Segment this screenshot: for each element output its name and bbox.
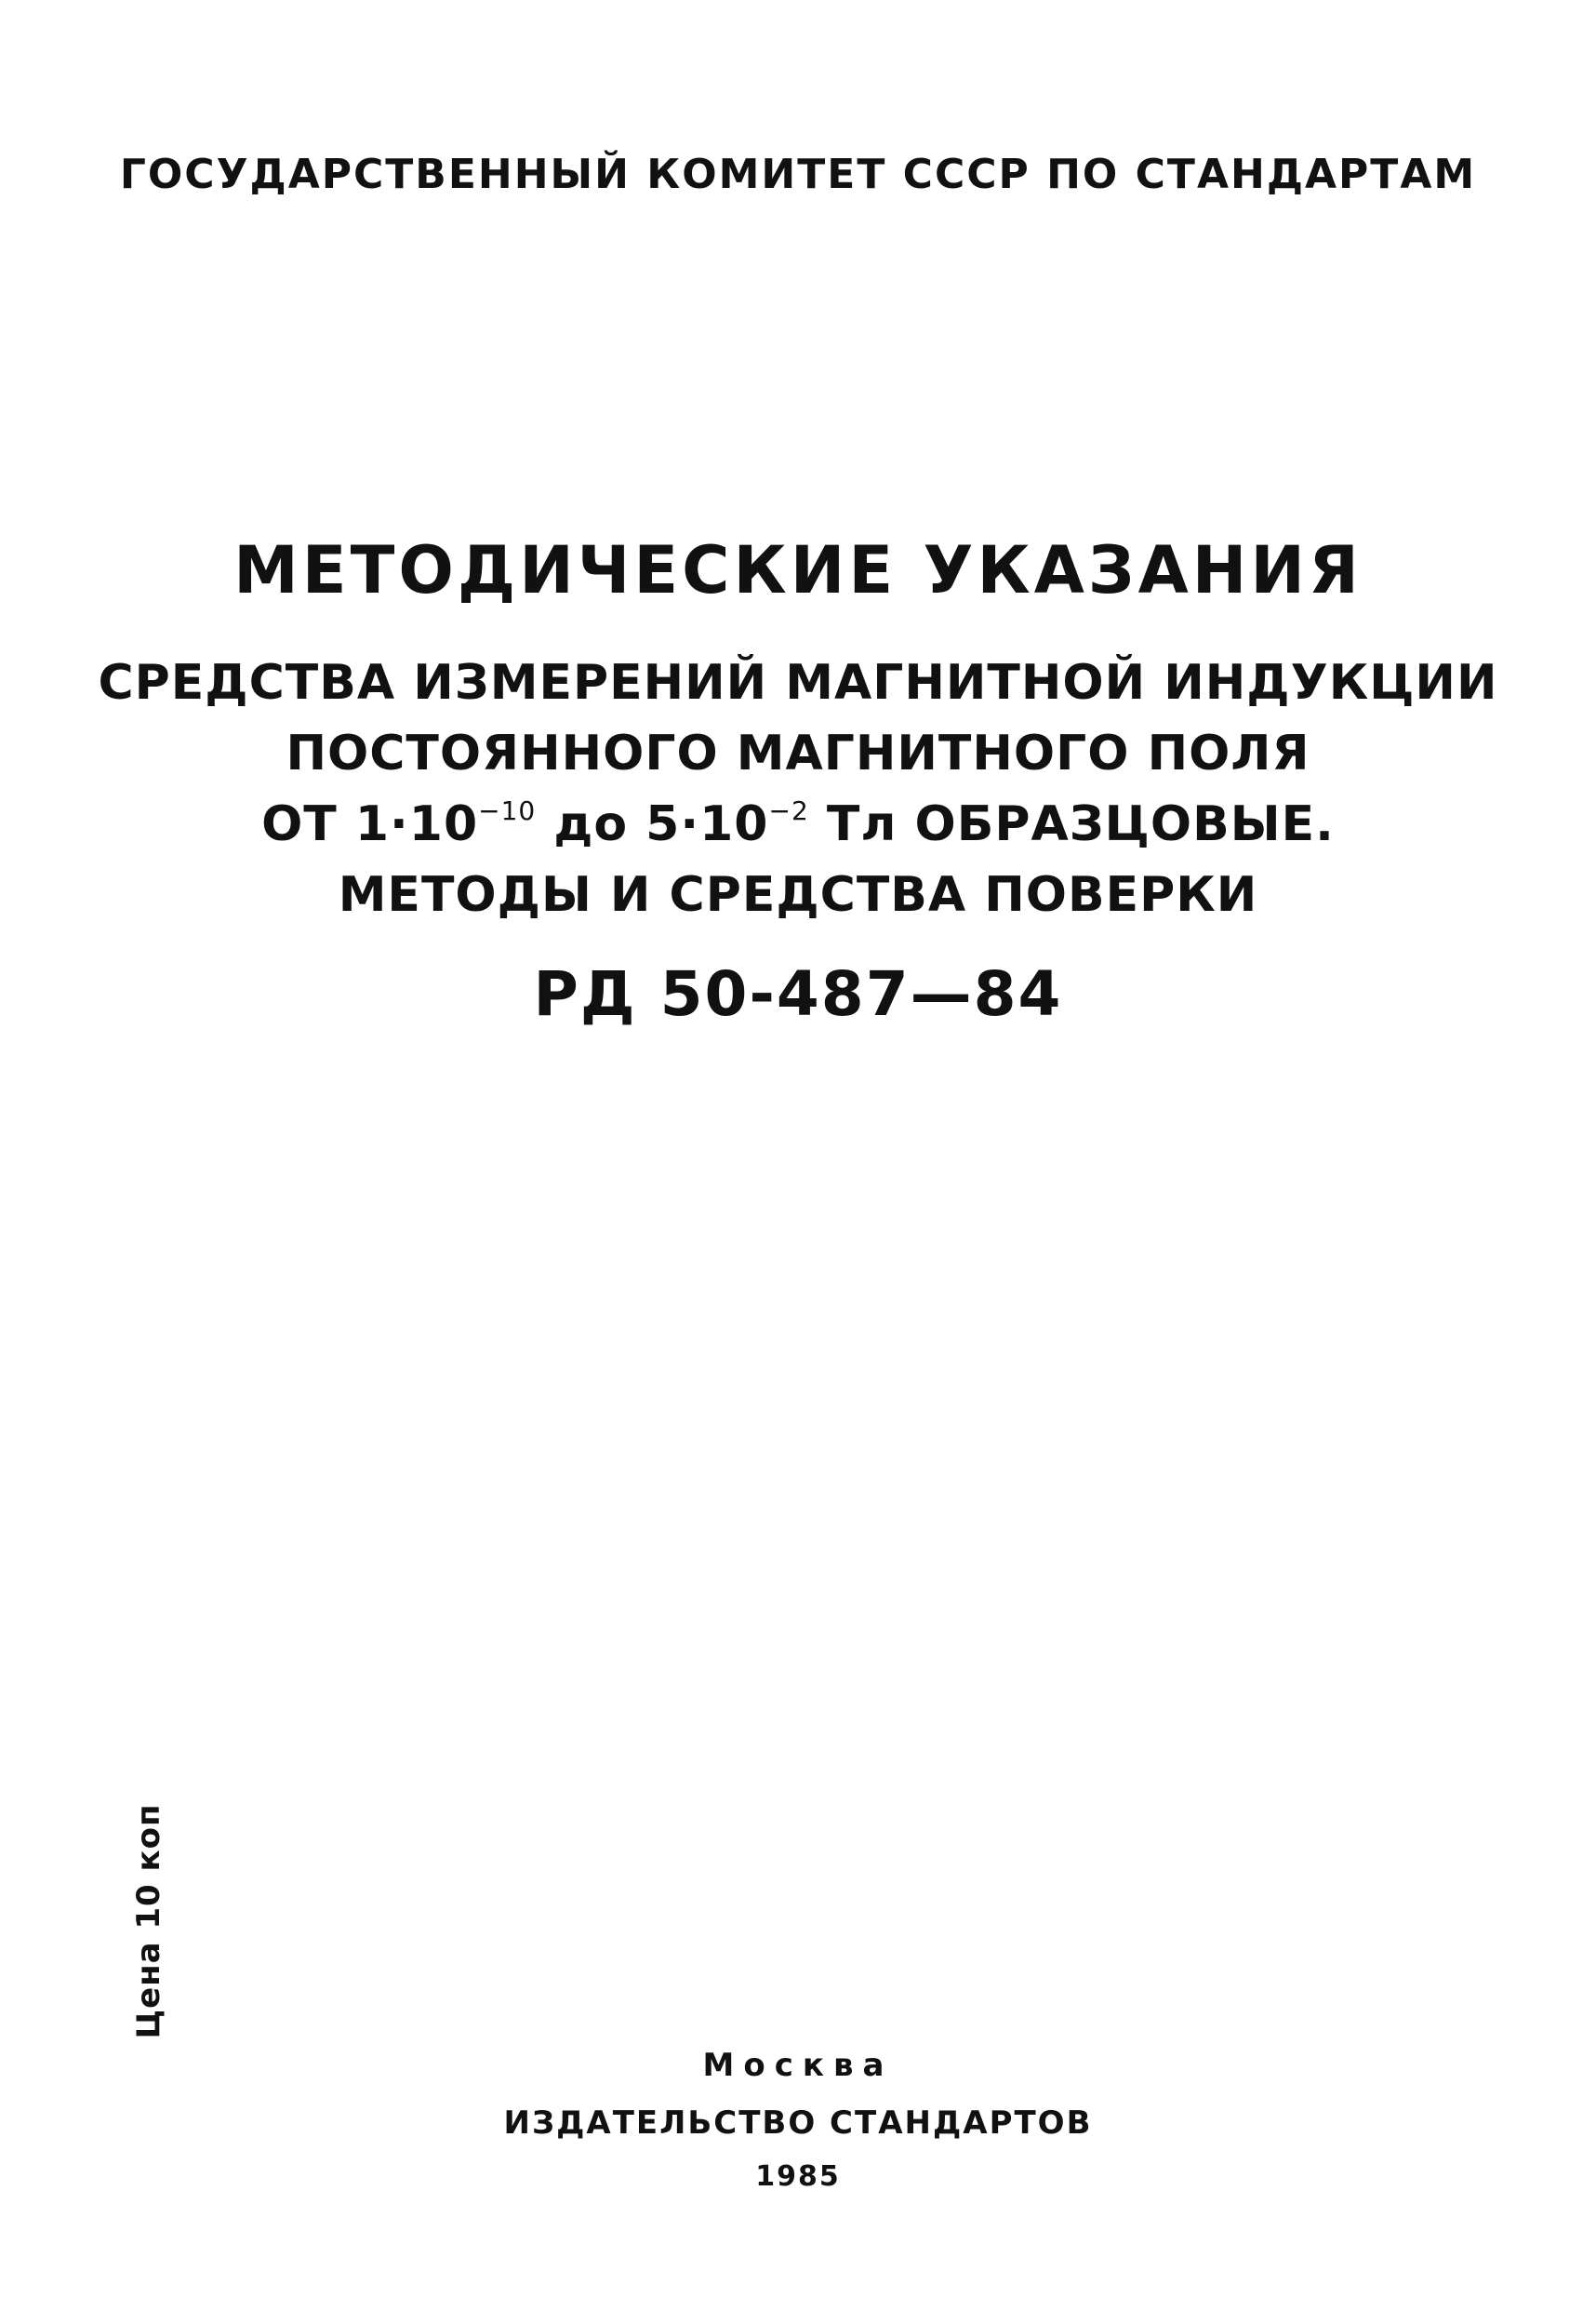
- title-line-4: МЕТОДЫ И СРЕДСТВА ПОВЕРКИ: [338, 867, 1258, 923]
- title-line-3: [0, 796, 1596, 852]
- range-suffix: Тл ОБРАЗЦОВЫЕ.: [808, 796, 1335, 852]
- price-label: Цена 10 коп: [130, 1803, 167, 2039]
- document-number: РД 50-487—84: [533, 958, 1063, 1030]
- imprint-city: Москва: [702, 2047, 894, 2084]
- title-line-2: ПОСТОЯННОГО МАГНИТНОГО ПОЛЯ: [286, 726, 1310, 781]
- imprint-year: 1985: [755, 2160, 841, 2193]
- document-type: МЕТОДИЧЕСКИЕ УКАЗАНИЯ: [233, 532, 1363, 608]
- range-exponent-upper: −2: [768, 795, 809, 826]
- range-prefix: ОТ 1·10: [261, 796, 479, 852]
- imprint-publisher: ИЗДАТЕЛЬСТВО СТАНДАРТОВ: [503, 2104, 1093, 2142]
- range-exponent-lower: −10: [478, 795, 537, 826]
- issuing-committee: ГОСУДАРСТВЕННЫЙ КОМИТЕТ СССР ПО СТАНДАРТАМ: [119, 151, 1477, 198]
- range-middle: до 5·10: [536, 796, 769, 852]
- title-line-1: СРЕДСТВА ИЗМЕРЕНИЙ МАГНИТНОЙ ИНДУКЦИИ: [98, 655, 1498, 711]
